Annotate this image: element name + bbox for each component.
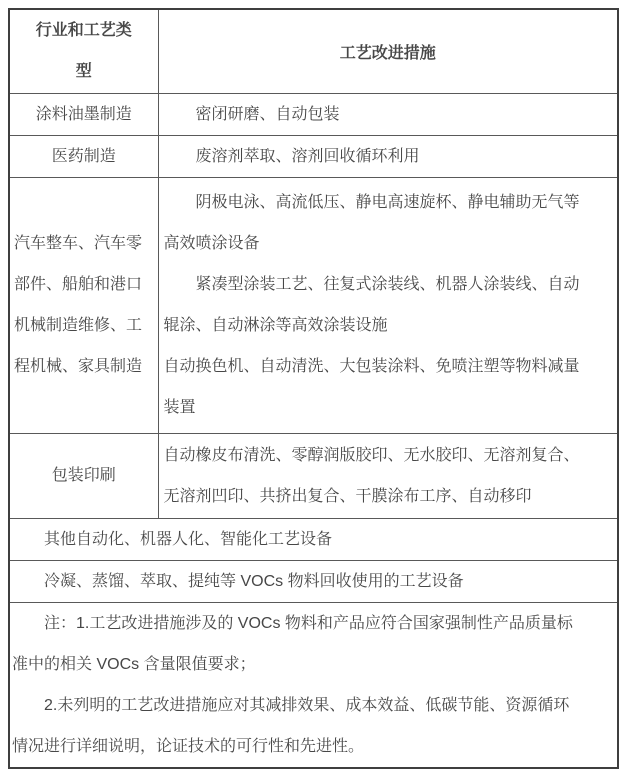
table-row (9, 93, 618, 135)
cell-industry-coating-ink (9, 93, 158, 135)
text-line: 包装印刷 (51, 467, 116, 484)
text-line: 自动橡皮布清洗、零醇润版胶印、无水胶印、无溶剂复合、 (163, 446, 580, 464)
cell-notes (9, 602, 618, 768)
text-line: 程机械、家具制造 (14, 358, 143, 375)
text-line: 紧凑型涂装工艺、往复式涂装线、机器人涂装线、自动 (195, 276, 580, 293)
text-line: 无溶剂凹印、共挤出复合、干膜涂布工序、自动移印 (163, 487, 532, 505)
text-line: 阴极电泳、高流低压、静电高速旋杯、静电辅助无气等 (195, 194, 580, 211)
header-measures-label: 工艺改进措施 (339, 44, 436, 62)
text-line: 医药制造 (51, 147, 116, 165)
text-line: 情况进行详细说明，论证技术的可行性和先进性。 (12, 737, 365, 755)
table-row (9, 177, 618, 433)
table-row (9, 560, 618, 602)
cell-recovery-equipment (9, 560, 618, 602)
process-improvement-table (8, 8, 619, 769)
text-line: 准中的相关 VOCs 含量限值要求； (12, 655, 256, 673)
text-line: 废溶剂萃取、溶剂回收循环利用 (195, 147, 420, 165)
cell-industry-packaging-printing (9, 433, 158, 518)
cell-other-automation (9, 518, 618, 560)
text-line: 装置 (163, 399, 196, 416)
text-line: 部件、船舶和港口 (14, 276, 143, 293)
header-cell-measures (158, 9, 618, 93)
text-line: 冷凝、蒸馏、萃取、提纯等 VOCs 物料回收使用的工艺设备 (44, 572, 464, 590)
text-line: 高效喷涂设备 (163, 235, 260, 252)
text-line: 行业和工艺类 (35, 22, 132, 40)
text-line: 型 (75, 63, 92, 81)
header-cell-industry-type (9, 9, 158, 93)
table-header-row (9, 9, 618, 93)
text-line: 辊涂、自动淋涂等高效涂装设施 (163, 317, 388, 334)
text-line: 汽车整车、汽车零 (14, 235, 143, 252)
text-line: 自动换色机、自动清洗、大包装涂料、免喷注塑等物料减量 (163, 358, 580, 375)
text-line: 注：1.工艺改进措施涉及的 VOCs 物料和产品应符合国家强制性产品质量标 (44, 614, 573, 632)
cell-measures-coating-ink (158, 93, 618, 135)
cell-industry-automotive (9, 177, 158, 433)
text-line: 密闭研磨、自动包装 (195, 105, 340, 123)
text-line: 涂料油墨制造 (35, 105, 132, 123)
table-row (9, 433, 618, 518)
table-note-row (9, 602, 618, 768)
cell-measures-packaging-printing (158, 433, 618, 518)
cell-measures-pharma (158, 135, 618, 177)
text-line: 机械制造维修、工 (14, 317, 143, 334)
table-row (9, 518, 618, 560)
cell-measures-automotive (158, 177, 618, 433)
table-row (9, 135, 618, 177)
text-line: 2.未列明的工艺改进措施应对其减排效果、成本效益、低碳节能、资源循环 (44, 696, 570, 714)
text-line: 其他自动化、机器人化、智能化工艺设备 (44, 530, 333, 548)
cell-industry-pharma (9, 135, 158, 177)
